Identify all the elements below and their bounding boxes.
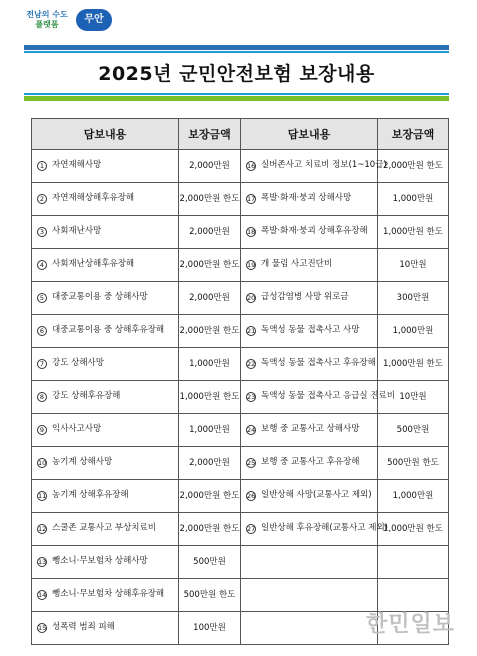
logo-badge: 무안 [76, 9, 112, 31]
left-item-cell [32, 216, 179, 249]
coverage-item: 자연재해사망 [52, 160, 102, 170]
coverage-item: 대중교통이용 중 상해사망 [52, 292, 148, 302]
coverage-item: 폭발·화재·붕괴 상해후유장해 [261, 226, 368, 236]
left-item-cell [32, 348, 179, 381]
table-row [32, 249, 449, 282]
page-title: 2025년 군민안전보험 보장내용 [98, 63, 375, 85]
right-item-cell [241, 183, 378, 216]
logo-line2: 플랫폼 [35, 20, 59, 29]
right-item-cell [241, 282, 378, 315]
left-amount-cell: 1,000만원 [179, 348, 241, 381]
table-row [32, 546, 449, 579]
coverage-item: 독액성 동물 접촉사고 사망 [261, 325, 360, 335]
coverage-item: 대중교통이용 중 상해후유장해 [52, 325, 165, 335]
circled-number: 15 [38, 623, 47, 632]
right-item-cell [241, 216, 378, 249]
table-row [32, 216, 449, 249]
circled-number: 10 [38, 458, 47, 467]
left-amount-cell: 2,000만원 한도 [179, 183, 241, 216]
circled-number: 24 [247, 425, 256, 434]
right-amount-cell: 10만원 [378, 249, 449, 282]
circled-number: 14 [38, 590, 47, 599]
left-amount-cell: 500만원 한도 [179, 579, 241, 612]
right-amount-cell: 1,000만원 [378, 183, 449, 216]
right-item-cell [241, 150, 387, 183]
right-amount-cell: 1,000만원 한도 [378, 513, 449, 546]
right-amount-cell: 1,000만원 한도 [378, 216, 449, 249]
right-amount-cell: 300만원 [378, 282, 449, 315]
circled-number: 17 [247, 194, 256, 203]
left-item-cell [32, 315, 179, 348]
coverage-item: 익사사고사망 [52, 424, 102, 434]
coverage-item: 보행 중 교통사고 후유장해 [261, 457, 360, 467]
coverage-item: 뺑소니·무보험차 상해후유장해 [52, 589, 165, 599]
circled-number: 18 [247, 227, 256, 236]
coverage-item: 독액성 동물 접촉사고 후유장해 [261, 358, 376, 368]
circled-number: 7 [37, 359, 47, 369]
right-item-cell [241, 612, 378, 645]
circled-number: 8 [37, 392, 47, 402]
coverage-item: 급성감염병 사망 위로금 [261, 292, 349, 302]
right-item-cell [241, 579, 378, 612]
coverage-item: 뺑소니·무보험차 상해사망 [52, 556, 148, 566]
header-item-right: 담보내용 [241, 119, 378, 150]
right-amount-cell: 1,000만원 [378, 480, 449, 513]
header-amount-left: 보장금액 [179, 119, 241, 150]
table-row [32, 480, 449, 513]
coverage-table [31, 118, 449, 645]
coverage-item: 자연재해상해후유장해 [52, 193, 135, 203]
left-item-cell [32, 183, 179, 216]
coverage-item: 보행 중 교통사고 상해사망 [261, 424, 360, 434]
circled-number: 13 [38, 557, 47, 566]
logo-text [22, 10, 72, 30]
coverage-item: 일반상해 후유장해(교통사고 제외) [261, 523, 388, 533]
table-row [32, 447, 449, 480]
right-item-cell [241, 381, 395, 414]
left-item-cell [32, 447, 179, 480]
circled-number: 5 [37, 293, 47, 303]
left-amount-cell: 2,000만원 [179, 447, 241, 480]
table-row [32, 414, 449, 447]
left-item-cell [32, 480, 179, 513]
header-item-left: 담보내용 [32, 119, 179, 150]
coverage-item: 사회재난상해후유장해 [52, 259, 135, 269]
circled-number: 27 [247, 524, 256, 533]
table-row [32, 150, 449, 183]
coverage-item: 개 물림 사고진단비 [261, 259, 333, 269]
coverage-item: 스쿨존 교통사고 부상치료비 [52, 523, 156, 533]
circled-number: 20 [247, 293, 256, 302]
left-amount-cell: 2,000만원 한도 [179, 315, 241, 348]
right-item-cell [241, 414, 378, 447]
title-band-bottom [24, 96, 449, 101]
left-item-cell [32, 381, 179, 414]
circled-number: 16 [247, 161, 256, 170]
right-item-cell [241, 249, 378, 282]
circled-number: 26 [247, 491, 256, 500]
left-amount-cell: 2,000만원 [179, 282, 241, 315]
left-amount-cell: 2,000만원 한도 [179, 480, 241, 513]
table-row [32, 282, 449, 315]
right-item-cell [241, 480, 378, 513]
left-item-cell [32, 282, 179, 315]
left-amount-cell: 2,000만원 한도 [179, 513, 241, 546]
coverage-item: 농기계 상해후유장해 [52, 490, 129, 500]
left-item-cell [32, 513, 179, 546]
left-amount-cell: 2,000만원 한도 [179, 249, 241, 282]
circled-number: 2 [37, 194, 47, 204]
circled-number: 1 [37, 161, 47, 171]
coverage-item: 일반상해 사망(교통사고 제외) [261, 490, 372, 500]
right-item-cell [241, 348, 378, 381]
circled-number: 3 [37, 227, 47, 237]
table-row [32, 513, 449, 546]
left-item-cell [32, 150, 179, 183]
coverage-item: 실버존사고 치료비 정보(1~10급) [261, 160, 387, 170]
left-item-cell [32, 579, 179, 612]
left-amount-cell: 1,000만원 한도 [179, 381, 241, 414]
right-item-cell [241, 447, 378, 480]
left-item-cell [32, 249, 179, 282]
right-amount-cell: 1,000만원 한도 [378, 348, 449, 381]
title-band-top-line [24, 51, 449, 53]
left-amount-cell: 100만원 [179, 612, 241, 645]
left-item-cell [32, 546, 179, 579]
circled-number: 11 [38, 491, 47, 500]
logo-line1: 전남의 수도 [26, 10, 68, 19]
circled-number: 22 [247, 359, 256, 368]
right-amount-cell: 2,000만원 한도 [378, 150, 449, 183]
title-band-top [24, 45, 449, 50]
circled-number: 9 [37, 425, 47, 435]
table-row [32, 315, 449, 348]
circled-number: 25 [247, 458, 256, 467]
table-row [32, 183, 449, 216]
logo [22, 8, 142, 38]
left-amount-cell: 1,000만원 [179, 414, 241, 447]
left-amount-cell: 2,000만원 [179, 216, 241, 249]
coverage-item: 강도 상해후유장해 [52, 391, 121, 401]
right-amount-cell [378, 546, 449, 579]
table-row [32, 348, 449, 381]
right-item-cell [241, 315, 378, 348]
coverage-item: 농기계 상해사망 [52, 457, 113, 467]
left-item-cell [32, 612, 179, 645]
right-amount-cell: 500만원 한도 [378, 447, 449, 480]
coverage-item: 성폭력 범죄 피해 [52, 622, 115, 632]
table-header-row [32, 119, 449, 150]
left-amount-cell: 500만원 [179, 546, 241, 579]
circled-number: 19 [247, 260, 256, 269]
coverage-item: 독액성 동물 접촉사고 응급실 진료비 [261, 391, 395, 401]
coverage-item: 사회재난사망 [52, 226, 102, 236]
watermark: 한민일보 [365, 612, 455, 637]
circled-number: 4 [37, 260, 47, 270]
left-item-cell [32, 414, 179, 447]
right-item-cell [241, 513, 388, 546]
circled-number: 6 [37, 326, 47, 336]
left-amount-cell: 2,000만원 [179, 150, 241, 183]
right-amount-cell: 10만원 [378, 381, 449, 414]
table-row [32, 381, 449, 414]
circled-number: 21 [247, 326, 256, 335]
right-item-cell [241, 546, 378, 579]
title-band-bottom-line [24, 93, 449, 95]
right-amount-cell: 500만원 [378, 414, 449, 447]
right-amount-cell: 1,000만원 [378, 315, 449, 348]
circled-number: 12 [38, 524, 47, 533]
circled-number: 23 [247, 392, 256, 401]
header-amount-right: 보장금액 [378, 119, 449, 150]
coverage-item: 폭발·화재·붕괴 상해사망 [261, 193, 352, 203]
coverage-item: 강도 상해사망 [52, 358, 104, 368]
